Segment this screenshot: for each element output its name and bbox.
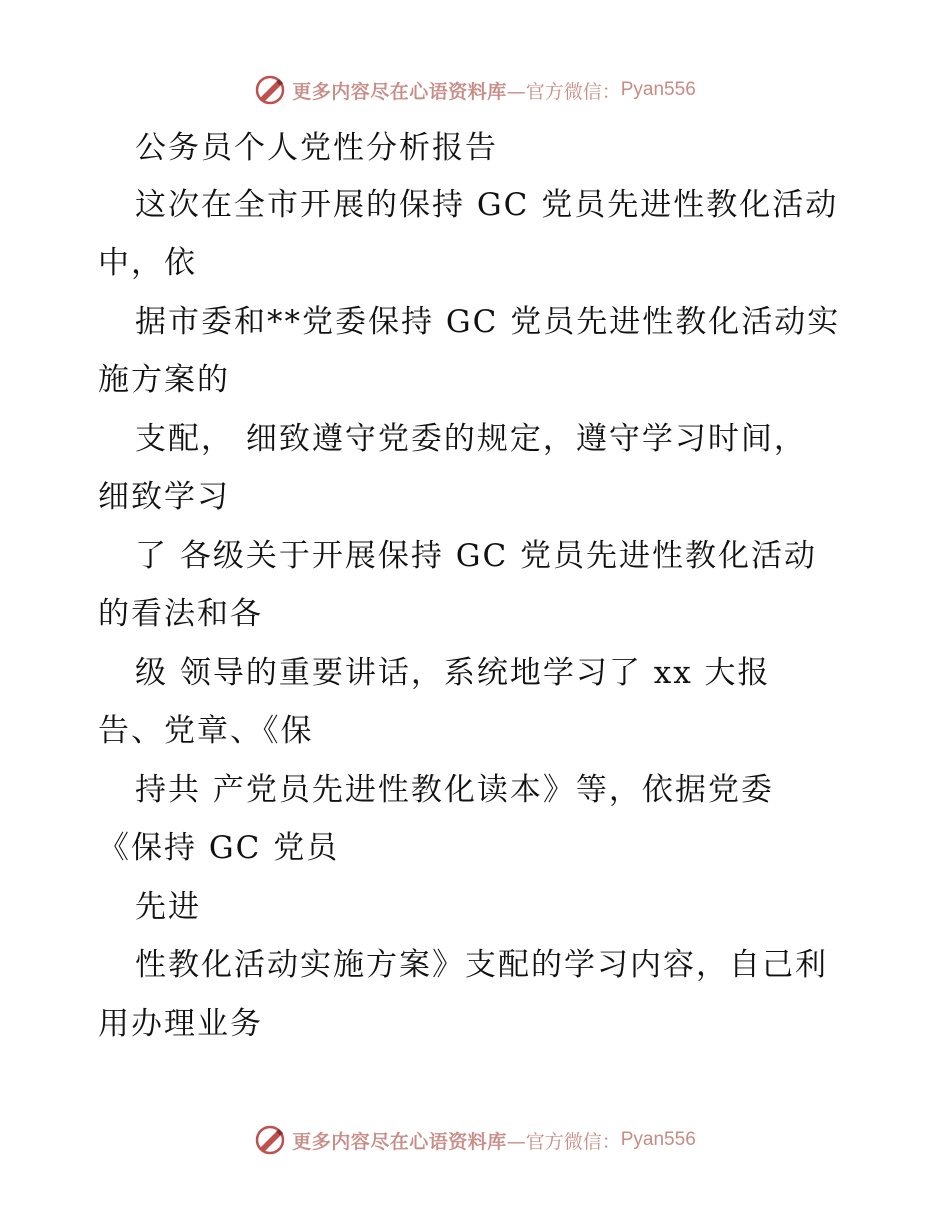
text-line: 持共 产党员先进性教化读本》等，依据党委 — [135, 772, 774, 808]
text-line: 中，依 — [98, 245, 197, 281]
document-title: 公务员个人党性分析报告 — [135, 130, 498, 166]
watermark-wechat-id: Pyan556 — [620, 79, 696, 100]
watermark-text-main: 更多内容尽在心语资料库 — [292, 80, 507, 103]
text-line: 的看法和各 — [98, 596, 263, 632]
text-line: 施方案的 — [98, 362, 230, 398]
text-line: 支配， 细致遵守党委的规定，遵守学习时间， — [135, 421, 807, 457]
text-line: 这次在全市开展的保持 GC 党员先进性教化活动 — [135, 187, 839, 223]
text-line: 告、党章、《保 — [98, 713, 314, 749]
text-line: 性教化活动实施方案》支配的学习内容，自己利 — [135, 947, 828, 983]
text-line: 《保持 GC 党员 — [98, 830, 340, 866]
watermark-text-dash: —官方微信： — [506, 80, 621, 103]
watermark-text-dash: —官方微信： — [506, 1130, 621, 1153]
logo-pen-icon — [254, 1124, 286, 1156]
watermark-banner-bottom — [0, 1122, 950, 1158]
text-line: 据市委和**党委保持 GC 党员先进性教化活动实 — [135, 304, 841, 340]
text-line: 了 各级关于开展保持 GC 党员先进性教化活动 — [135, 538, 818, 574]
text-line: 级 领导的重要讲话，系统地学习了 xx 大报 — [135, 655, 771, 691]
text-line: 细致学习 — [98, 479, 230, 515]
text-line: 先进 — [135, 889, 201, 925]
text-line: 用办理业务 — [98, 1006, 263, 1042]
watermark-wechat-id: Pyan556 — [620, 1129, 696, 1150]
watermark-text-main: 更多内容尽在心语资料库 — [292, 1130, 507, 1153]
